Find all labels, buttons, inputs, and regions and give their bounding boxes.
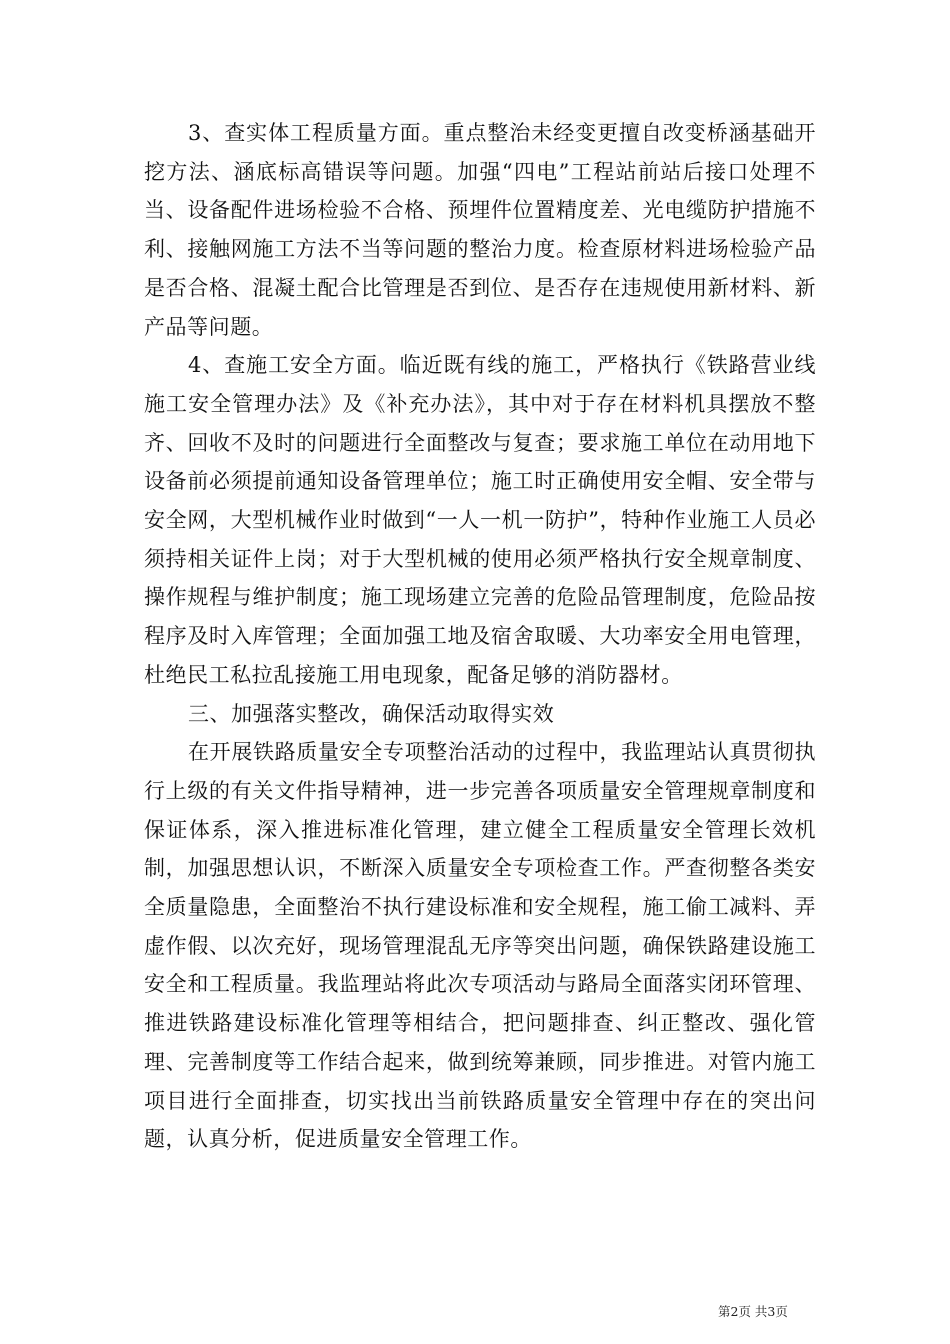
paragraph-safety-inspection: 4、查施工安全方面。临近既有线的施工，严格执行《铁路营业线施工安全管理办法》及《补充办法》，其中对于存在材料机具摆放不整齐、回收不及时的问题进行全面整改与复查；要求施工单位在动用地下设备前必须提前通知设备管理单位；施工时正确使用安全帽、安全带与安全网，大型机械作业时做到“一人一机一防护”，特种作业施工人员必须持相关证件上岗；对于大型机械的使用必须严格执行安全规章制度、操作规程与维护制度；施工现场建立完善的危险品管理制度，危险品按程序及时入库管理；全面加强工地及宿舍取暖、大功率安全用电管理，杜绝民工私拉乱接施工用电现象，配备足够的消防器材。 <box>144 353 816 687</box>
document-body <box>144 114 816 1159</box>
paragraph-rectification: 在开展铁路质量安全专项整治活动的过程中，我监理站认真贯彻执行上级的有关文件指导精神，进一步完善各项质量安全管理规章制度和保证体系，深入推进标准化管理，建立健全工程质量安全管理长效机制，加强思想认识，不断深入质量安全专项检查工作。严查彻整各类安全质量隐患，全面整治不执行建设标准和安全规程，施工偷工减料、弄虚作假、以次充好，现场管理混乱无序等突出问题，确保铁路建设施工安全和工程质量。我监理站将此次专项活动与路局全面落实闭环管理、推进铁路建设标准化管理等相结合，把问题排查、纠正整改、强化管理、完善制度等工作结合起来，做到统筹兼顾，同步推进。对管内施工项目进行全面排查，切实找出当前铁路质量安全管理中存在的突出问题，认真分析，促进质量安全管理工作。 <box>144 740 816 1152</box>
page-number: 第2页 共3页 <box>718 1304 788 1319</box>
paragraph-quality-inspection: 3、查实体工程质量方面。重点整治未经变更擅自改变桥涵基础开挖方法、涵底标高错误等问题。加强“四电”工程站前站后接口处理不当、设备配件进场检验不合格、预埋件位置精度差、光电缆防护措施不利、接触网施工方法不当等问题的整治力度。检查原材料进场检验产品是否合格、混凝土配合比管理是否到位、是否存在违规使用新材料、新产品等问题。 <box>144 121 816 339</box>
section-heading-rectification: 三、加强落实整改，确保活动取得实效 <box>188 701 555 726</box>
